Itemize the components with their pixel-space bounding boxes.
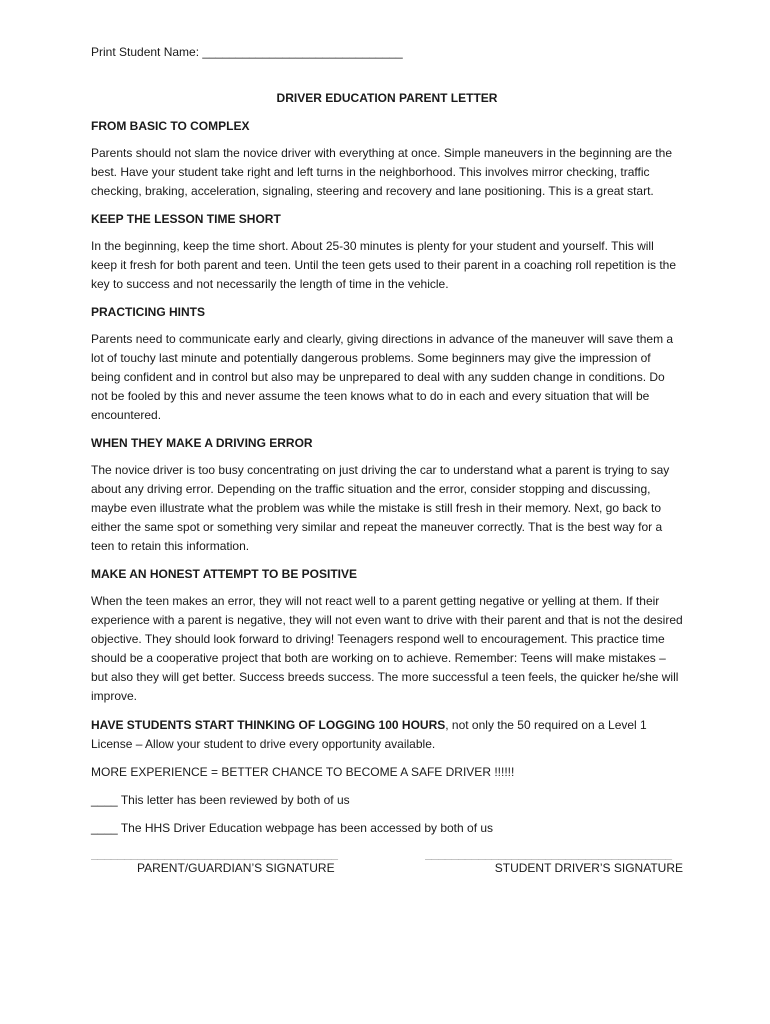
logging-hours-rest: , not only the 50 required on a Level 1 License – Allow your student to drive every opportunity available. [91, 718, 647, 751]
student-signature-label: STUDENT DRIVER’S SIGNATURE [494, 861, 683, 875]
section-lesson-time [91, 211, 683, 294]
document-title: DRIVER EDUCATION PARENT LETTER [276, 91, 498, 105]
print-name-label: Print Student Name: [91, 45, 200, 59]
section-practicing-hints [91, 304, 683, 425]
section-body: Parents should not slam the novice driver with everything at once. Simple maneuvers in the beginning are the best. Have your student take right and left turns in the neighborhood. This involves mirror checking, traffic checking, braking, acceleration, signaling, steering and recovery and lane positioning. This is a great start. [91, 146, 672, 198]
student-signature-block [425, 848, 683, 876]
checklist-item-webpage [91, 820, 683, 836]
print-name-blank: ______________________________ [202, 45, 403, 59]
parent-signature-block [91, 848, 349, 876]
parent-signature-label: PARENT/GUARDIAN’S SIGNATURE [137, 861, 335, 875]
print-student-name-line [91, 44, 683, 60]
section-body: Parents need to communicate early and clearly, giving directions in advance of the maneuver will save them a lot of touchy last minute and potentially dangerous problems. Some beginners may give the impression of being confident and in control but also may be unprepared to deal with any sudden change in conditions. Do not be fooled by this and never assume the teen knows what to do in each and every situation that will be encountered. [91, 332, 674, 422]
section-heading: FROM BASIC TO COMPLEX [91, 119, 250, 133]
logging-hours-bold: HAVE STUDENTS START THINKING OF LOGGING 100 HOURS [91, 718, 446, 732]
parent-signature-line: _____________________________________ [91, 848, 338, 860]
signature-row [91, 848, 683, 876]
section-heading: PRACTICING HINTS [91, 305, 205, 319]
checklist-blank: ____ [91, 821, 118, 835]
document-page [91, 44, 683, 876]
checklist-blank: ____ [91, 793, 118, 807]
section-heading: KEEP THE LESSON TIME SHORT [91, 212, 281, 226]
section-body: The novice driver is too busy concentrating on just driving the car to understand what a parent is trying to say about any driving error. Depending on the traffic situation and the error, consider stopping and discussing, maybe even illustrate what the problem was while the mistake is still fresh in their memory. Next, go back to either the same spot or something very similar and repeat the maneuver correctly. That is the best way for a teen to retain this information. [91, 463, 670, 553]
checklist-text: This letter has been reviewed by both of us [117, 793, 350, 807]
section-heading: WHEN THEY MAKE A DRIVING ERROR [91, 436, 313, 450]
section-body: In the beginning, keep the time short. About 25-30 minutes is plenty for your student and yourself. This will keep it fresh for both parent and teen. Until the teen gets used to their parent in a coaching roll repetition is the key to success and not necessarily the length of time in the vehicle. [91, 239, 677, 291]
logging-hours-paragraph [91, 716, 683, 754]
student-signature-line: _____________________________________ [425, 848, 672, 860]
section-driving-error [91, 435, 683, 556]
section-basic-to-complex [91, 118, 683, 201]
checklist-item-reviewed [91, 792, 683, 808]
experience-line: MORE EXPERIENCE = BETTER CHANCE TO BECOME A SAFE DRIVER !!!!!! [91, 765, 515, 779]
checklist-text: The HHS Driver Education webpage has been accessed by both of us [117, 821, 494, 835]
section-be-positive [91, 566, 683, 706]
section-body: When the teen makes an error, they will not react well to a parent getting negative or yelling at them. If their experience with a parent is negative, they will not even want to drive with their parent and that is not the desired objective. They should look forward to driving! Teenagers respond well to encouragement. This practice time should be a cooperative project that both are working on to achieve. Remember: Teens will make mistakes – but also they will get better. Success breeds success. The more successful a teen feels, the quicker he/she will improve. [91, 594, 683, 703]
section-heading: MAKE AN HONEST ATTEMPT TO BE POSITIVE [91, 567, 358, 581]
